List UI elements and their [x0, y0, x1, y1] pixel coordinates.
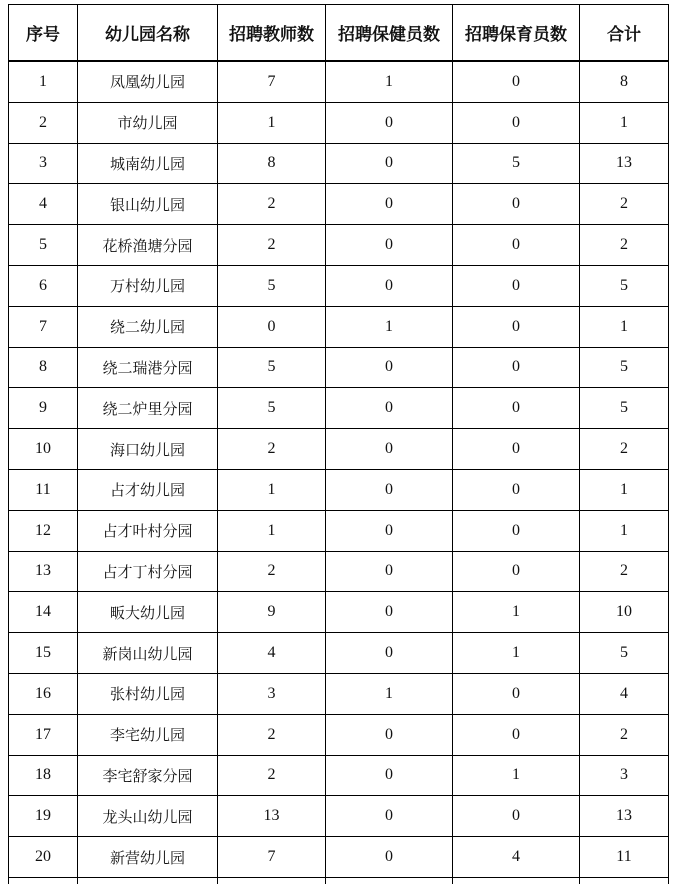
cell-total: 2 — [580, 714, 669, 755]
table-row — [9, 755, 669, 796]
table-row — [9, 306, 669, 347]
cell-teachers: 5 — [218, 347, 326, 388]
cell-childcare-workers: 0 — [453, 714, 580, 755]
empty-cell — [453, 877, 580, 884]
cell-childcare-workers: 0 — [453, 796, 580, 837]
cell-index: 9 — [9, 388, 78, 429]
cell-total: 1 — [580, 102, 669, 143]
cell-total: 1 — [580, 510, 669, 551]
cell-total: 2 — [580, 225, 669, 266]
table-row — [9, 837, 669, 878]
cell-childcare-workers: 0 — [453, 347, 580, 388]
cell-teachers: 1 — [218, 510, 326, 551]
table-row — [9, 551, 669, 592]
cell-childcare-workers: 0 — [453, 102, 580, 143]
cell-total: 13 — [580, 796, 669, 837]
cell-teachers: 2 — [218, 225, 326, 266]
cell-teachers: 2 — [218, 714, 326, 755]
cell-health-workers: 0 — [326, 714, 453, 755]
table-row — [9, 510, 669, 551]
cell-index: 8 — [9, 347, 78, 388]
cell-total: 5 — [580, 388, 669, 429]
cell-teachers: 8 — [218, 143, 326, 184]
cell-childcare-workers: 1 — [453, 755, 580, 796]
cell-index: 1 — [9, 61, 78, 102]
cell-childcare-workers: 0 — [453, 429, 580, 470]
cell-total: 1 — [580, 306, 669, 347]
cell-index: 16 — [9, 673, 78, 714]
cell-kindergarten-name: 市幼儿园 — [78, 102, 218, 143]
cell-kindergarten-name: 海口幼儿园 — [78, 429, 218, 470]
cell-teachers: 9 — [218, 592, 326, 633]
cell-health-workers: 0 — [326, 796, 453, 837]
table-row — [9, 673, 669, 714]
cell-childcare-workers: 0 — [453, 673, 580, 714]
cell-teachers: 2 — [218, 755, 326, 796]
table-row — [9, 714, 669, 755]
cell-total: 8 — [580, 61, 669, 102]
cell-kindergarten-name: 花桥渔塘分园 — [78, 225, 218, 266]
cell-health-workers: 1 — [326, 673, 453, 714]
cell-health-workers: 0 — [326, 388, 453, 429]
cell-index: 10 — [9, 429, 78, 470]
cell-index: 12 — [9, 510, 78, 551]
header-childcare-workers: 招聘保育员数 — [453, 5, 580, 62]
cell-kindergarten-name: 银山幼儿园 — [78, 184, 218, 225]
cell-kindergarten-name: 绕二幼儿园 — [78, 306, 218, 347]
cell-kindergarten-name: 龙头山幼儿园 — [78, 796, 218, 837]
cell-health-workers: 0 — [326, 755, 453, 796]
cell-kindergarten-name: 凤凰幼儿园 — [78, 61, 218, 102]
header-kindergarten-name: 幼儿园名称 — [78, 5, 218, 62]
recruitment-table — [8, 4, 669, 884]
cell-index: 4 — [9, 184, 78, 225]
table-row — [9, 633, 669, 674]
cell-kindergarten-name: 李宅舒家分园 — [78, 755, 218, 796]
cell-index: 5 — [9, 225, 78, 266]
cell-total: 2 — [580, 429, 669, 470]
cell-teachers: 1 — [218, 102, 326, 143]
cell-total: 5 — [580, 265, 669, 306]
cell-childcare-workers: 0 — [453, 510, 580, 551]
empty-cell — [580, 877, 669, 884]
cell-kindergarten-name: 张村幼儿园 — [78, 673, 218, 714]
cell-health-workers: 0 — [326, 429, 453, 470]
cell-health-workers: 0 — [326, 265, 453, 306]
table-header — [9, 5, 669, 62]
cell-total: 1 — [580, 469, 669, 510]
cell-index: 18 — [9, 755, 78, 796]
cell-health-workers: 0 — [326, 225, 453, 266]
table-row — [9, 184, 669, 225]
cell-health-workers: 0 — [326, 551, 453, 592]
table-row — [9, 265, 669, 306]
cell-index: 13 — [9, 551, 78, 592]
cell-teachers: 3 — [218, 673, 326, 714]
cell-teachers: 4 — [218, 633, 326, 674]
header-row — [9, 5, 669, 62]
empty-cell — [218, 877, 326, 884]
cell-kindergarten-name: 绕二瑞港分园 — [78, 347, 218, 388]
cell-total: 2 — [580, 551, 669, 592]
empty-cell — [78, 877, 218, 884]
cell-teachers: 7 — [218, 837, 326, 878]
table-row — [9, 143, 669, 184]
cell-teachers: 2 — [218, 429, 326, 470]
cell-childcare-workers: 1 — [453, 592, 580, 633]
cell-childcare-workers: 0 — [453, 469, 580, 510]
table-row — [9, 347, 669, 388]
cell-kindergarten-name: 李宅幼儿园 — [78, 714, 218, 755]
table-row — [9, 225, 669, 266]
header-health-workers: 招聘保健员数 — [326, 5, 453, 62]
header-index: 序号 — [9, 5, 78, 62]
cell-index: 15 — [9, 633, 78, 674]
cell-total: 2 — [580, 184, 669, 225]
cell-index: 20 — [9, 837, 78, 878]
cell-health-workers: 1 — [326, 61, 453, 102]
cell-total: 13 — [580, 143, 669, 184]
cell-total: 5 — [580, 347, 669, 388]
cell-teachers: 5 — [218, 265, 326, 306]
cell-childcare-workers: 0 — [453, 551, 580, 592]
cell-health-workers: 0 — [326, 102, 453, 143]
cell-teachers: 5 — [218, 388, 326, 429]
cell-kindergarten-name: 城南幼儿园 — [78, 143, 218, 184]
cell-childcare-workers: 0 — [453, 265, 580, 306]
cell-index: 14 — [9, 592, 78, 633]
cell-kindergarten-name: 万村幼儿园 — [78, 265, 218, 306]
cell-teachers: 13 — [218, 796, 326, 837]
cell-index: 19 — [9, 796, 78, 837]
cell-kindergarten-name: 占才叶村分园 — [78, 510, 218, 551]
cell-health-workers: 0 — [326, 347, 453, 388]
header-total: 合计 — [580, 5, 669, 62]
cell-index: 2 — [9, 102, 78, 143]
cell-health-workers: 0 — [326, 510, 453, 551]
cell-childcare-workers: 0 — [453, 388, 580, 429]
cell-health-workers: 0 — [326, 143, 453, 184]
cell-kindergarten-name: 占才幼儿园 — [78, 469, 218, 510]
cell-total: 10 — [580, 592, 669, 633]
table-row — [9, 102, 669, 143]
cell-index: 17 — [9, 714, 78, 755]
cell-teachers: 0 — [218, 306, 326, 347]
table-row — [9, 61, 669, 102]
cell-index: 3 — [9, 143, 78, 184]
cell-kindergarten-name: 畈大幼儿园 — [78, 592, 218, 633]
cell-childcare-workers: 0 — [453, 306, 580, 347]
cell-health-workers: 0 — [326, 469, 453, 510]
cell-health-workers: 0 — [326, 837, 453, 878]
cell-teachers: 2 — [218, 184, 326, 225]
cell-index: 6 — [9, 265, 78, 306]
cell-total: 5 — [580, 633, 669, 674]
cell-childcare-workers: 4 — [453, 837, 580, 878]
cell-total: 3 — [580, 755, 669, 796]
cell-health-workers: 1 — [326, 306, 453, 347]
empty-cell — [326, 877, 453, 884]
cell-index: 7 — [9, 306, 78, 347]
cell-total: 4 — [580, 673, 669, 714]
table-row — [9, 388, 669, 429]
cell-kindergarten-name: 绕二炉里分园 — [78, 388, 218, 429]
cell-kindergarten-name: 新营幼儿园 — [78, 837, 218, 878]
cell-teachers: 2 — [218, 551, 326, 592]
cell-index: 11 — [9, 469, 78, 510]
table-row — [9, 429, 669, 470]
cell-teachers: 7 — [218, 61, 326, 102]
cell-childcare-workers: 0 — [453, 184, 580, 225]
cell-childcare-workers: 1 — [453, 633, 580, 674]
cell-total: 11 — [580, 837, 669, 878]
cell-childcare-workers: 0 — [453, 61, 580, 102]
table-row-cut-off — [9, 877, 669, 884]
cell-childcare-workers: 0 — [453, 225, 580, 266]
table-body — [9, 61, 669, 884]
header-teachers: 招聘教师数 — [218, 5, 326, 62]
table-row — [9, 796, 669, 837]
table-row — [9, 592, 669, 633]
cell-health-workers: 0 — [326, 184, 453, 225]
empty-cell — [9, 877, 78, 884]
cell-childcare-workers: 5 — [453, 143, 580, 184]
table-row — [9, 469, 669, 510]
cell-kindergarten-name: 占才丁村分园 — [78, 551, 218, 592]
cell-teachers: 1 — [218, 469, 326, 510]
cell-health-workers: 0 — [326, 633, 453, 674]
cell-kindergarten-name: 新岗山幼儿园 — [78, 633, 218, 674]
cell-health-workers: 0 — [326, 592, 453, 633]
